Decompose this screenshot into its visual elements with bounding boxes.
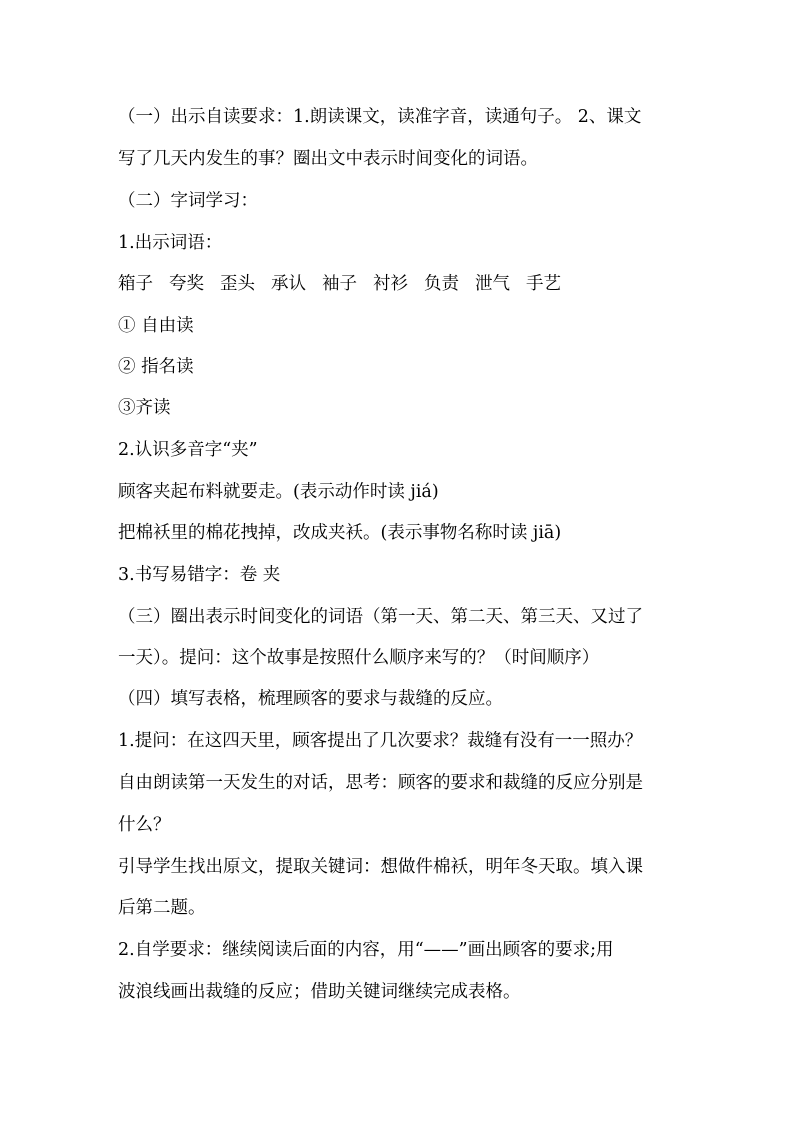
word-item: 袖子 (322, 274, 357, 294)
list-item: ② 指名读 (118, 357, 194, 377)
word-item: 泄气 (475, 274, 510, 294)
word-list (118, 273, 688, 295)
paragraph-line: 什么？ (118, 815, 171, 835)
paragraph-line: 1.出示词语： (118, 233, 223, 253)
paragraph-line: 写了几天内发生的事？圈出文中表示时间变化的词语。 (118, 149, 538, 169)
word-item: 箱子 (118, 274, 153, 294)
paragraph-line: 2.认识多音字“夹” (118, 440, 258, 460)
paragraph-line: 3.书写易错字：卷 夹 (118, 565, 281, 585)
paragraph-line: （一）出示自读要求：1.朗读课文，读准字音，读通句子。 2、课文 (118, 107, 642, 127)
paragraph-line: 顾客夹起布料就要走。(表示动作时读 jiá) (118, 482, 439, 502)
paragraph-line: 引导学生找出原文，提取关键词：想做件棉袄，明年冬天取。填入课 (118, 857, 643, 877)
section-heading: （三）圈出表示时间变化的词语（第一天、第二天、第三天、又过了 (118, 607, 643, 627)
paragraph-line: 1.提问：在这四天里，顾客提出了几次要求？裁缝有没有一一照办？ (118, 731, 643, 751)
word-item: 负责 (424, 274, 459, 294)
paragraph-line: 波浪线画出裁缝的反应；借助关键词继续完成表格。 (118, 982, 521, 1002)
section-heading: （四）填写表格，梳理顾客的要求与裁缝的反应。 (118, 689, 503, 709)
section-heading: （二）字词学习： (118, 191, 258, 211)
word-item: 手艺 (526, 274, 561, 294)
word-item: 夸奖 (169, 274, 204, 294)
word-item: 衬衫 (373, 274, 408, 294)
list-item: ① 自由读 (118, 316, 194, 336)
paragraph-line: 后第二题。 (118, 898, 206, 918)
paragraph-line: 一天）。提问：这个故事是按照什么顺序来写的？（时间顺序） (118, 648, 600, 668)
paragraph-line: 把棉袄里的棉花拽掉，改成夹袄。(表示事物名称时读 jiā) (118, 523, 562, 543)
paragraph-line: 自由朗读第一天发生的对话，思考：顾客的要求和裁缝的反应分别是 (118, 773, 643, 793)
word-item: 歪头 (220, 274, 255, 294)
list-item: ③齐读 (118, 398, 171, 418)
paragraph-line: 2.自学要求：继续阅读后面的内容，用“——”画出顾客的要求;用 (118, 940, 614, 960)
word-item: 承认 (271, 274, 306, 294)
